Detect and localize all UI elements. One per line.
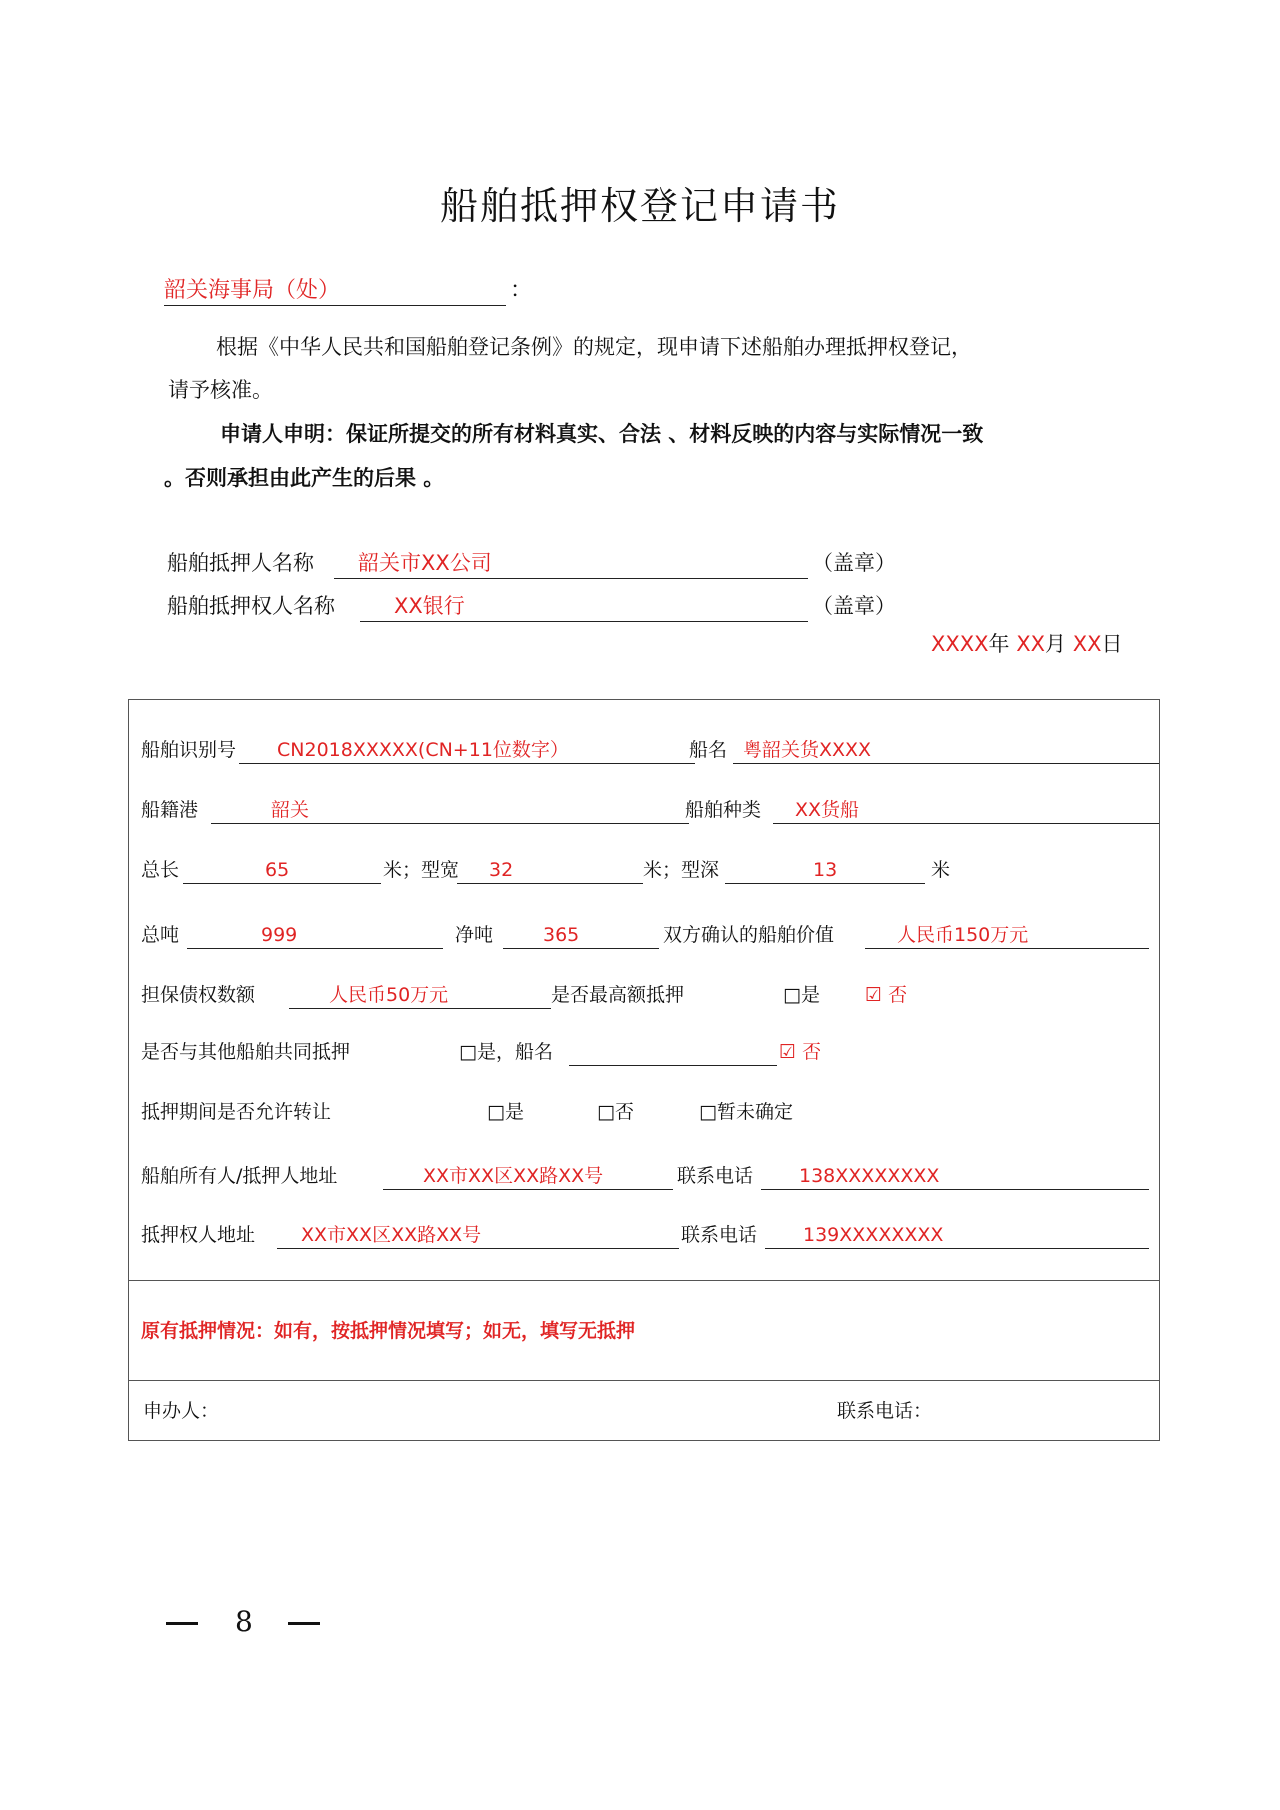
ship-value-field[interactable]: [865, 948, 1149, 949]
mortgagee-phone-field[interactable]: [765, 1248, 1149, 1249]
ship-type-value: XX货船: [795, 799, 860, 821]
net-tonnage-value: 365: [543, 924, 580, 946]
port-field[interactable]: [211, 823, 689, 824]
date-day-unit: 日: [1101, 632, 1123, 656]
mortgagor-value: 韶关市XX公司: [358, 551, 492, 575]
mortgagee-seal: （盖章）: [812, 594, 896, 618]
max-mortgage-no-checkbox[interactable]: ☑ 否: [865, 984, 908, 1006]
port-label: 船籍港: [141, 799, 199, 821]
mortgagee-address-field[interactable]: [277, 1248, 679, 1249]
table-divider-2: [129, 1380, 1159, 1381]
owner-phone-label: 联系电话: [677, 1165, 754, 1187]
date-month-unit: 月: [1045, 632, 1067, 656]
depth-label: 米；型深: [643, 859, 720, 881]
net-tonnage-field[interactable]: [503, 948, 659, 949]
joint-mortgage-yes-checkbox[interactable]: □是，船名: [459, 1041, 553, 1063]
mortgagee-address-value: XX市XX区XX路XX号: [301, 1224, 482, 1246]
ship-type-label: 船舶种类: [685, 799, 762, 821]
max-mortgage-yes-checkbox[interactable]: □是: [783, 984, 820, 1006]
handler-phone-label: 联系电话：: [837, 1400, 933, 1422]
mortgagor-field[interactable]: [334, 578, 808, 579]
transfer-undecided-checkbox[interactable]: □暂未确定: [699, 1101, 793, 1123]
gross-tonnage-value: 999: [261, 924, 298, 946]
application-date: [931, 634, 1122, 655]
transfer-yes-checkbox[interactable]: □是: [487, 1101, 524, 1123]
joint-mortgage-no-checkbox[interactable]: ☑ 否: [779, 1041, 822, 1063]
transfer-no-checkbox[interactable]: □否: [597, 1101, 634, 1123]
declaration-line-1: 申请人申明：保证所提交的所有材料真实、合法 、材料反映的内容与实际情况一致: [220, 422, 984, 446]
width-field[interactable]: [457, 883, 643, 884]
table-divider-1: [129, 1280, 1159, 1281]
mortgagor-seal: （盖章）: [812, 551, 896, 575]
depth-value: 13: [813, 859, 838, 881]
length-value: 65: [265, 859, 290, 881]
debt-amount-label: 担保债权数额: [141, 984, 256, 1006]
joint-ship-name-field[interactable]: [569, 1065, 777, 1066]
mortgagor-label: 船舶抵押人名称: [167, 551, 314, 575]
mortgagee-value: XX银行: [394, 594, 465, 618]
length-field[interactable]: [183, 883, 381, 884]
width-value: 32: [489, 859, 514, 881]
existing-mortgage-note: 原有抵押情况：如有，按抵押情况填写；如无，填写无抵押: [141, 1320, 636, 1342]
date-day: XX: [1072, 632, 1102, 656]
mortgagee-address-label: 抵押权人地址: [141, 1224, 256, 1246]
width-label: 米；型宽: [383, 859, 460, 881]
declaration-line-2: 。否则承担由此产生的后果 。: [164, 466, 445, 490]
owner-address-label: 船舶所有人/抵押人地址: [141, 1165, 338, 1187]
ship-name-value: 粤韶关货XXXX: [743, 739, 872, 761]
intro-line-2: 请予核准。: [168, 378, 273, 402]
ship-name-field[interactable]: [733, 763, 1159, 764]
mortgagee-phone-label: 联系电话: [681, 1224, 758, 1246]
net-tonnage-label: 净吨: [455, 924, 494, 946]
page-number-dash-left: [166, 1622, 198, 1625]
max-mortgage-label: 是否最高额抵押: [551, 984, 685, 1006]
page-number: 8: [235, 1605, 253, 1638]
depth-unit: 米: [931, 859, 951, 881]
page-number-dash-right: [288, 1622, 320, 1625]
transfer-label: 抵押期间是否允许转让: [141, 1101, 332, 1123]
addressee-colon: ：: [510, 278, 533, 303]
mortgagee-field[interactable]: [360, 621, 808, 622]
date-year-unit: 年: [988, 632, 1010, 656]
ship-info-table: [128, 699, 1160, 1441]
debt-amount-value: 人民币50万元: [329, 984, 449, 1006]
ship-id-value: CN2018XXXXX(CN+11位数字）: [277, 739, 569, 761]
date-year: XXXX: [931, 632, 989, 656]
ship-value-label: 双方确认的船舶价值: [663, 924, 835, 946]
ship-id-label: 船舶识别号: [141, 739, 237, 761]
ship-value-value: 人民币150万元: [897, 924, 1029, 946]
port-value: 韶关: [271, 799, 310, 821]
handler-label: 申办人：: [143, 1400, 220, 1422]
gross-tonnage-label: 总吨: [141, 924, 180, 946]
owner-address-field[interactable]: [383, 1189, 673, 1190]
intro-line-1: 根据《中华人民共和国船舶登记条例》的规定，现申请下述船舶办理抵押权登记，: [216, 335, 972, 359]
gross-tonnage-field[interactable]: [187, 948, 443, 949]
mortgagee-phone-value: 139XXXXXXXX: [803, 1224, 944, 1246]
date-month: XX: [1016, 632, 1046, 656]
owner-phone-value: 138XXXXXXXX: [799, 1165, 940, 1187]
addressee-office: 韶关海事局（处）: [164, 278, 341, 303]
page-title: 船舶抵押权登记申请书: [439, 184, 840, 228]
ship-type-field[interactable]: [773, 823, 1159, 824]
debt-amount-field[interactable]: [289, 1008, 551, 1009]
ship-id-field[interactable]: [239, 763, 695, 764]
length-label: 总长: [141, 859, 180, 881]
ship-name-label: 船名: [689, 739, 728, 761]
joint-mortgage-label: 是否与其他船舶共同抵押: [141, 1041, 351, 1063]
addressee-underline: [164, 305, 506, 306]
depth-field[interactable]: [725, 883, 925, 884]
owner-phone-field[interactable]: [761, 1189, 1149, 1190]
mortgagee-label: 船舶抵押权人名称: [167, 594, 335, 618]
owner-address-value: XX市XX区XX路XX号: [423, 1165, 604, 1187]
